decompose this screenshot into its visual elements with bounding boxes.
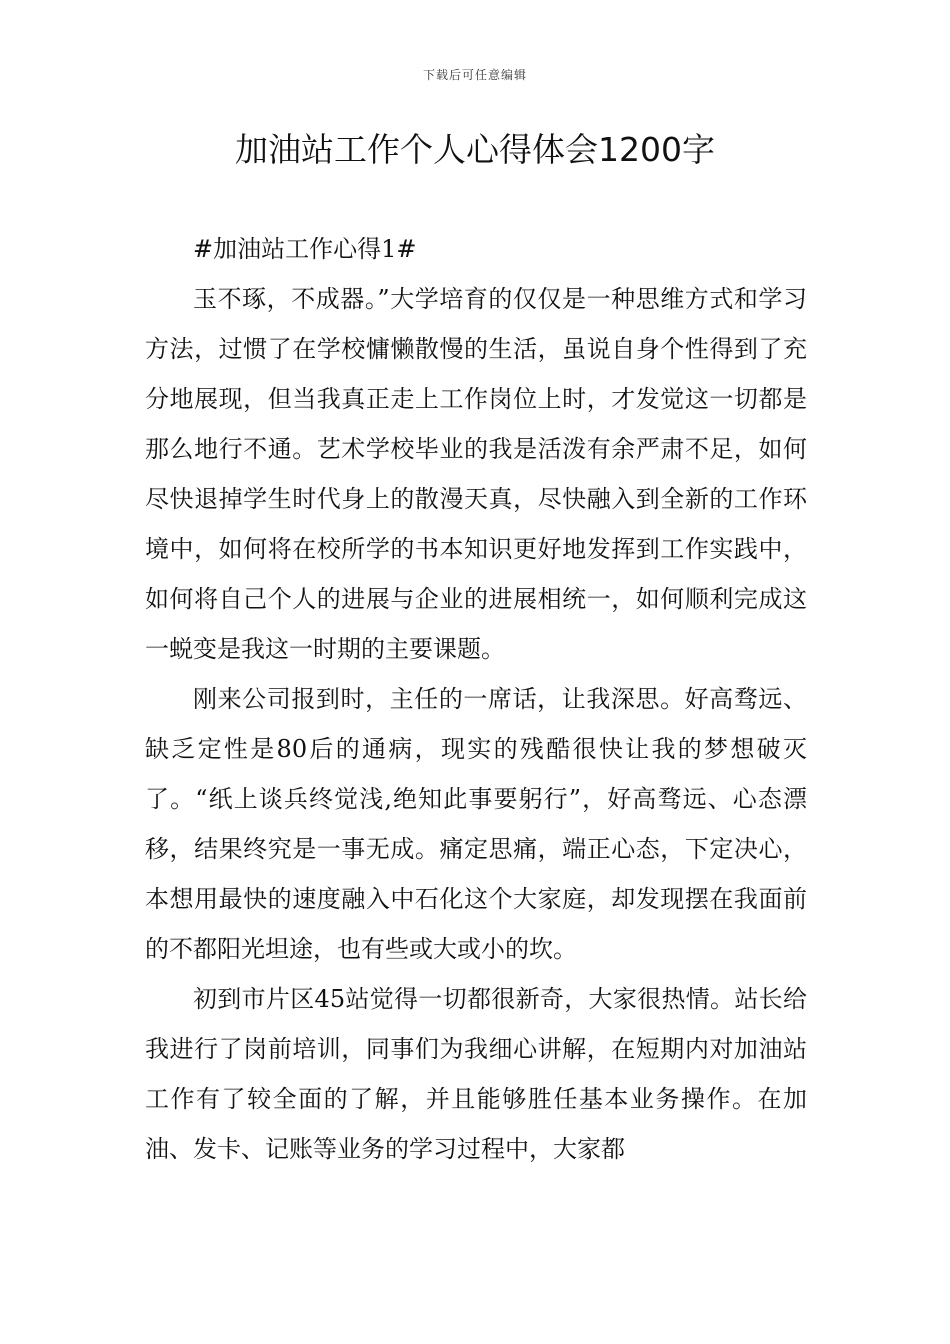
document-body: [145, 224, 807, 1174]
section-heading: #加油站工作心得1#: [193, 235, 417, 263]
header-note: 下载后可任意编辑: [422, 68, 527, 82]
paragraph: 玉不琢，不成器。”大学培育的仅仅是一种思维方式和学习方法，过惯了在学校慵懒散慢的生活，虽说自身个性得到了充分地展现，但当我真正走上工作岗位上时，才发觉这一切都是那么地行不通。艺术学校毕业的我是活泼有余严肃不足，如何尽快退掉学生时代身上的散漫天真，尽快融入到全新的工作环境中，如何将在校所学的书本知识更好地发挥到工作实践中，如何将自己个人的进展与企业的进展相统一，如何顺利完成这一蜕变是我这一时期的主要课题。: [145, 285, 807, 663]
paragraph: 初到市片区45站觉得一切都很新奇，大家很热情。站长给我进行了岗前培训，同事们为我细心讲解，在短期内对加油站工作有了较全面的了解，并且能够胜任基本业务操作。在加油、发卡、记账等业务的学习过程中，大家都: [145, 985, 807, 1163]
document-title: 加油站工作个人心得体会1200字: [235, 130, 715, 169]
paragraph: 刚来公司报到时，主任的一席话，让我深思。好高骛远、缺乏定性是80后的通病，现实的残酷很快让我的梦想破灭了。“纸上谈兵终觉浅,绝知此事要躬行”，好高骛远、心态漂移，结果终究是一事无成。痛定思痛，端正心态，下定决心，本想用最快的速度融入中石化这个大家庭，却发现摆在我面前的不都阳光坦途，也有些或大或小的坎。: [145, 685, 807, 963]
